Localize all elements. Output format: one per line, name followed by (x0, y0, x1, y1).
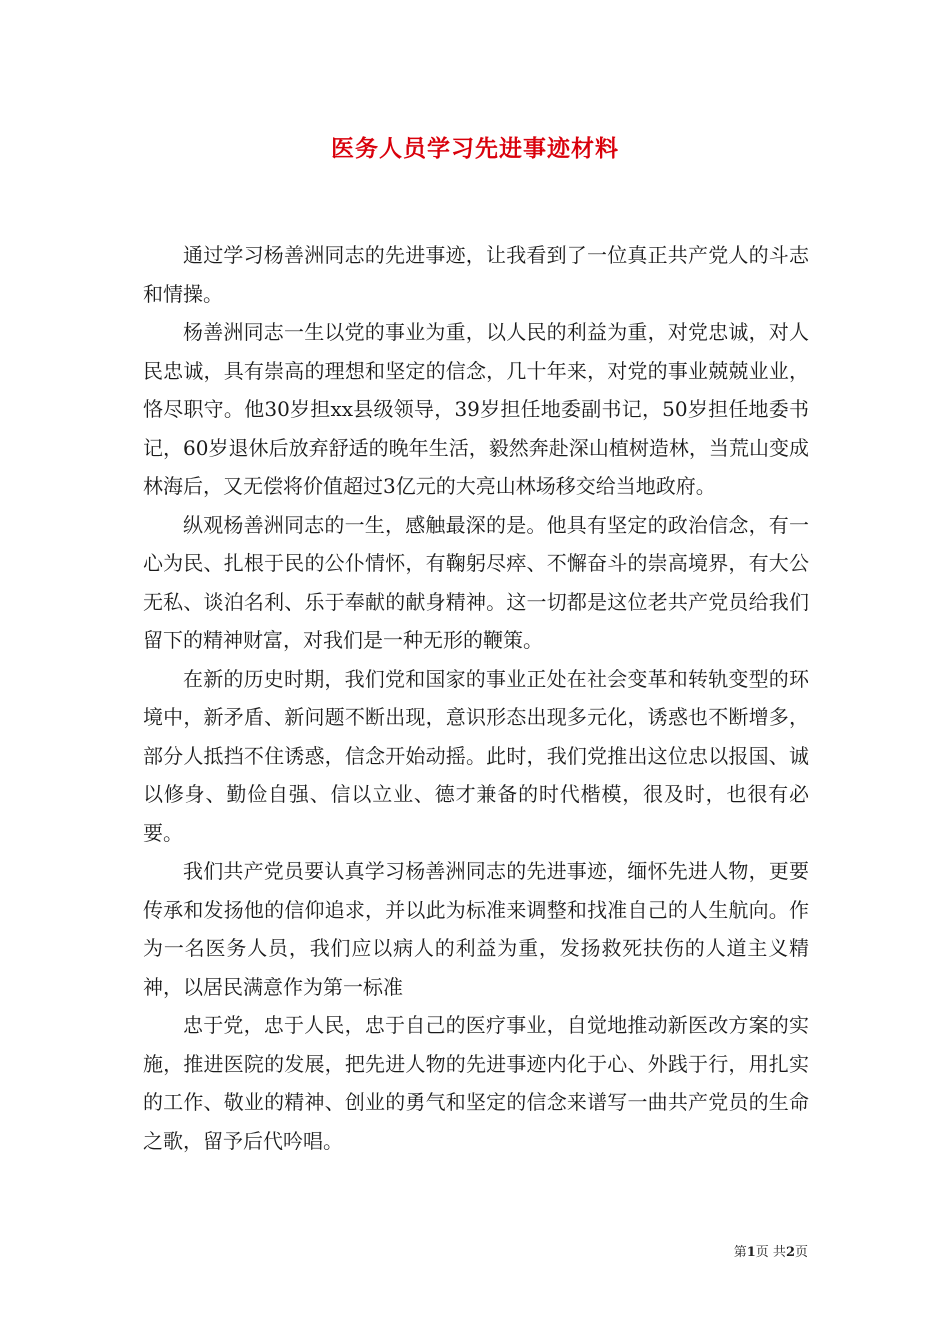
footer-suffix: 页 (794, 1245, 808, 1260)
document-body (143, 236, 809, 1160)
paragraph: 忠于党，忠于人民，忠于自己的医疗事业，自觉地推动新医改方案的实施，推进医院的发展，把先进人物的先进事迹内化于心、外践于行，用扎实的工作、敬业的精神、创业的勇气和坚定的信念来谱写一曲共产党员的生命之歌，留予后代吟唱。 (143, 1013, 809, 1153)
paragraph: 通过学习杨善洲同志的先进事迹，让我看到了一位真正共产党人的斗志和情操。 (143, 243, 809, 306)
footer-middle: 页 共 (755, 1245, 786, 1260)
footer-prefix: 第 (733, 1245, 747, 1260)
document-title: 医务人员学习先进事迹材料 (331, 135, 619, 162)
paragraph: 纵观杨善洲同志的一生，感触最深的是。他具有坚定的政治信念，有一心为民、扎根于民的公仆情怀，有鞠躬尽瘁、不懈奋斗的崇高境界，有大公无私、谈泊名利、乐于奉献的献身精神。这一切都是这位老共产党员给我们留下的精神财富，对我们是一种无形的鞭策。 (143, 512, 809, 652)
total-pages-number: 2 (785, 1245, 795, 1260)
paragraph: 杨善洲同志一生以党的事业为重，以人民的利益为重，对党忠诚，对人民忠诚，具有崇高的理想和坚定的信念，几十年来，对党的事业兢兢业业，恪尽职守。他30岁担xx县级领导，39岁担任地委副书记，50岁担任地委书记，60岁退休后放弃舒适的晚年生活，毅然奔赴深山植树造林，当荒山变成林海后，又无偿将价值超过3亿元的大亮山林场移交给当地政府。 (143, 320, 809, 498)
paragraph: 在新的历史时期，我们党和国家的事业正处在社会变革和转轨变型的环境中，新矛盾、新问题不断出现，意识形态出现多元化，诱惑也不断增多，部分人抵挡不住诱惑，信念开始动摇。此时，我们党推出这位忠以报国、诚以修身、勤俭自强、信以立业、德才兼备的时代楷模，很及时，也很有必要。 (143, 666, 809, 845)
current-page-number: 1 (746, 1245, 756, 1260)
paragraph: 我们共产党员要认真学习杨善洲同志的先进事迹，缅怀先进人物，更要传承和发扬他的信仰追求，并以此为标准来调整和找准自己的人生航向。作为一名医务人员，我们应以病人的利益为重，发扬救死扶伤的人道主义精神，以居民满意作为第一标准 (143, 859, 809, 999)
page-number-footer (0, 1244, 808, 1262)
